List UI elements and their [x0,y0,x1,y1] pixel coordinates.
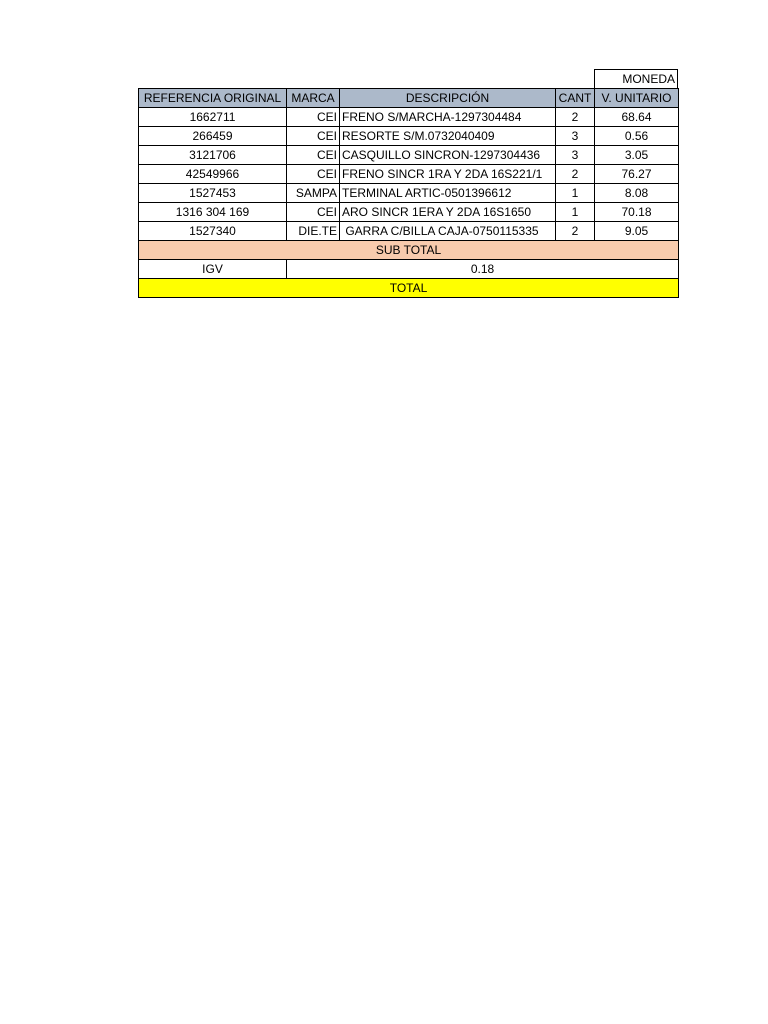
currency-label: MONEDA [594,69,678,88]
cell-unit-value: 9.05 [595,222,679,241]
igv-label: IGV [139,260,287,279]
subtotal-label: SUB TOTAL [139,241,679,260]
cell-quantity: 3 [556,146,595,165]
cell-quantity: 1 [556,184,595,203]
cell-unit-value: 68.64 [595,108,679,127]
cell-brand: SAMPA [287,184,340,203]
cell-description: RESORTE S/M.0732040409 [340,127,556,146]
igv-value: 0.18 [287,260,679,279]
header-description: DESCRIPCIÓN [340,89,556,108]
table-row [139,108,679,127]
cell-unit-value: 8.08 [595,184,679,203]
items-table [138,88,679,298]
cell-description: FRENO SINCR 1RA Y 2DA 16S221/1 [340,165,556,184]
header-quantity: CANT [556,89,595,108]
cell-unit-value: 76.27 [595,165,679,184]
cell-unit-value: 70.18 [595,203,679,222]
cell-brand: CEI [287,165,340,184]
cell-quantity: 3 [556,127,595,146]
header-reference: REFERENCIA ORIGINAL [139,89,287,108]
cell-unit-value: 0.56 [595,127,679,146]
cell-reference: 1316 304 169 [139,203,287,222]
cell-brand: CEI [287,146,340,165]
cell-quantity: 2 [556,108,595,127]
total-label: TOTAL [139,279,679,298]
table-row [139,146,679,165]
cell-reference: 3121706 [139,146,287,165]
table-row [139,165,679,184]
header-brand: MARCA [287,89,340,108]
cell-description: GARRA C/BILLA CAJA-0750115335 [340,222,556,241]
cell-reference: 1662711 [139,108,287,127]
table-row [139,127,679,146]
cell-unit-value: 3.05 [595,146,679,165]
total-row [139,279,679,298]
cell-description: FRENO S/MARCHA-1297304484 [340,108,556,127]
table-row [139,222,679,241]
cell-brand: CEI [287,203,340,222]
cell-description: TERMINAL ARTIC-0501396612 [340,184,556,203]
quotation-sheet [138,69,678,298]
cell-brand: DIE.TE [287,222,340,241]
cell-reference: 266459 [139,127,287,146]
igv-row [139,260,679,279]
cell-reference: 1527340 [139,222,287,241]
cell-brand: CEI [287,108,340,127]
cell-quantity: 2 [556,165,595,184]
cell-reference: 1527453 [139,184,287,203]
cell-brand: CEI [287,127,340,146]
cell-description: CASQUILLO SINCRON-1297304436 [340,146,556,165]
header-unit-value: V. UNITARIO [595,89,679,108]
currency-row [138,69,678,88]
subtotal-row [139,241,679,260]
cell-description: ARO SINCR 1ERA Y 2DA 16S1650 [340,203,556,222]
cell-quantity: 1 [556,203,595,222]
table-row [139,203,679,222]
cell-reference: 42549966 [139,165,287,184]
table-row [139,184,679,203]
cell-quantity: 2 [556,222,595,241]
header-row [139,89,679,108]
